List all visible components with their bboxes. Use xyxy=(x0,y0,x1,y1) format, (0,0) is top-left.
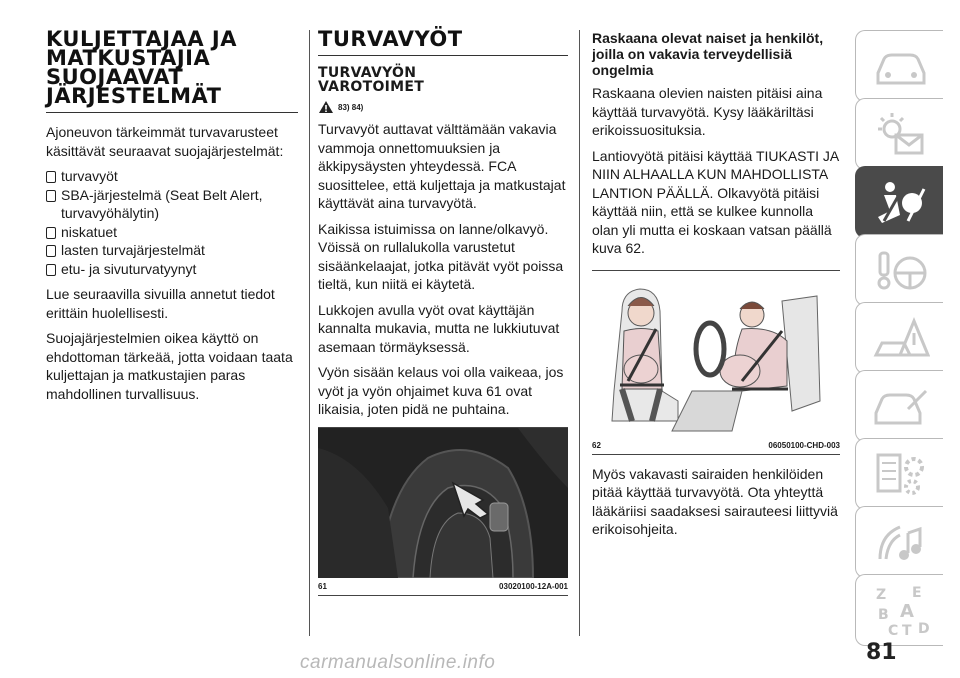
figure-number: 61 xyxy=(318,581,327,591)
tab-technical-data[interactable] xyxy=(855,438,943,510)
svg-text:C: C xyxy=(888,623,899,639)
checkbox-bullet-icon xyxy=(46,245,56,257)
figure-caption xyxy=(318,578,568,595)
paragraph: Raskaana olevien naisten pitäisi aina käyttää turvavyötä. Kysy lääkäriltäsi erikoissuosituksia. xyxy=(592,85,823,138)
emergency-triangle-icon xyxy=(870,311,930,367)
watermark: carmanualsonline.info xyxy=(300,652,496,673)
title-rule xyxy=(318,55,568,56)
page-number: 81 xyxy=(866,640,897,665)
multimedia-music-icon xyxy=(870,515,930,571)
list-item: SBA-järjestelmä (Seat Belt Alert, turvavyöhälytin) xyxy=(46,186,298,223)
checkbox-bullet-icon xyxy=(46,171,56,183)
svg-text:D: D xyxy=(918,621,930,637)
figure-number: 62 xyxy=(592,440,601,450)
column-divider xyxy=(309,30,310,636)
paragraph: Lue seuraavilla sivuilla annetut tiedot erittäin huolellisesti. xyxy=(46,286,275,321)
svg-text:Z: Z xyxy=(876,587,887,603)
safety-systems-list xyxy=(46,167,298,278)
paragraph: Kaikissa istuimissa on lanne/olkavyö. Vöissä on rullalukolla varustetut sisäänkelaajat, jotka pitävät vyöt poissa tieltä, kun niitä ei käytetä. xyxy=(318,220,564,292)
tab-multimedia[interactable] xyxy=(855,506,943,578)
list-item: etu- ja sivuturvatyynyt xyxy=(46,260,298,279)
checkbox-bullet-icon xyxy=(46,227,56,239)
tab-car-overview[interactable] xyxy=(855,30,943,102)
warning-refs: 83) 84) xyxy=(338,102,364,112)
svg-text:A: A xyxy=(900,601,914,622)
warning-reference xyxy=(318,100,568,114)
svg-text:T: T xyxy=(902,623,912,639)
list-item: turvavyöt xyxy=(46,167,298,186)
car-service-icon xyxy=(870,379,930,435)
figure-caption xyxy=(592,437,840,454)
paragraph: Vyön sisään kelaus voi olla vaikeaa, jos vyöt ja vyön ohjaimet kuva 61 ovat likaisia, joten pidä ne puhtaina. xyxy=(318,364,564,417)
title-rule xyxy=(46,112,298,113)
checkbox-bullet-icon xyxy=(46,264,56,276)
column-pregnant-women xyxy=(592,30,840,546)
paragraph: Turvavyöt auttavat välttämään vakavia vammoja onnettomuuksien ja äkkipysäysten yhteydessä. FCA suosittelee, että kuljettaja ja matkustajat käyttävät aina turvavyötä. xyxy=(318,121,566,211)
list-item: niskatuet xyxy=(46,223,298,242)
settings-gears-icon xyxy=(870,447,930,503)
column-divider xyxy=(579,30,580,636)
steering-wheel-icon xyxy=(870,243,930,299)
tab-safety[interactable] xyxy=(855,166,943,238)
figure-code: 06050100-CHD-003 xyxy=(768,440,840,450)
alphabet-index-icon xyxy=(870,583,930,639)
section-title: KULJETTAJAA JA MATKUSTAJIA SUOJAAVAT JÄRJESTELMÄT xyxy=(46,27,237,108)
warning-lights-icon xyxy=(870,107,930,163)
seat-belt-guide-illustration xyxy=(318,428,568,578)
figure-62 xyxy=(592,270,840,455)
paragraph: Lantiovyötä pitäisi käyttää TIUKASTI JA NIIN ALHAALLA KUN MAHDOLLISTA LANTION PÄÄLLÄ. Olkavyötä pitäisi käyttää niin, että se kulkee kunnolla olan yli mutta ei koskaan vatsan päällä kuva 62. xyxy=(592,147,839,256)
tab-index[interactable] xyxy=(855,574,943,646)
column-protection-systems xyxy=(46,27,298,410)
subsection-title: TURVAVYÖN VAROTOIMET xyxy=(318,65,425,95)
paragraph: Lukkojen avulla vyöt ovat käyttäjän kannalta mukavia, mutta ne lukkiutuvat asemaan törmäyksessä. xyxy=(318,301,560,355)
checkbox-bullet-icon xyxy=(46,190,56,202)
tab-emergency[interactable] xyxy=(855,302,943,374)
seat-belt-airbag-icon xyxy=(870,175,930,231)
subsection-heading: Raskaana olevat naiset ja henkilöt, joilla on vakavia terveydellisiä ongelmia xyxy=(592,30,824,78)
tab-starting-driving[interactable] xyxy=(855,234,943,306)
paragraph: Myös vakavasti sairaiden henkilöiden pitää käyttää turvavyötä. Ota yhteyttä lääkäriisi saadaksesi sairauteesi liittyviä erikoisohjeita. xyxy=(592,465,838,537)
svg-text:E: E xyxy=(912,585,922,601)
section-title: TURVAVYÖT xyxy=(318,27,463,51)
svg-text:B: B xyxy=(878,607,889,623)
intro-paragraph: Ajoneuvon tärkeimmät turvavarusteet käsittävät seuraavat suojajärjestelmät: xyxy=(46,124,284,159)
paragraph: Suojajärjestelmien oikea käyttö on ehdottoman tärkeää, jotta voidaan taata kuljettajan ja matkustajien paras mahdollinen turvallisuus. xyxy=(46,330,293,402)
figure-61 xyxy=(318,427,568,596)
list-item: lasten turvajärjestelmät xyxy=(46,241,298,260)
column-seat-belts xyxy=(318,27,568,596)
car-icon xyxy=(870,39,930,95)
pregnant-seat-belt-illustration xyxy=(592,271,840,437)
figure-code: 03020100-12A-001 xyxy=(499,581,568,591)
warning-triangle-icon xyxy=(318,100,334,114)
tab-maintenance[interactable] xyxy=(855,370,943,442)
tab-warning-lights[interactable] xyxy=(855,98,943,170)
